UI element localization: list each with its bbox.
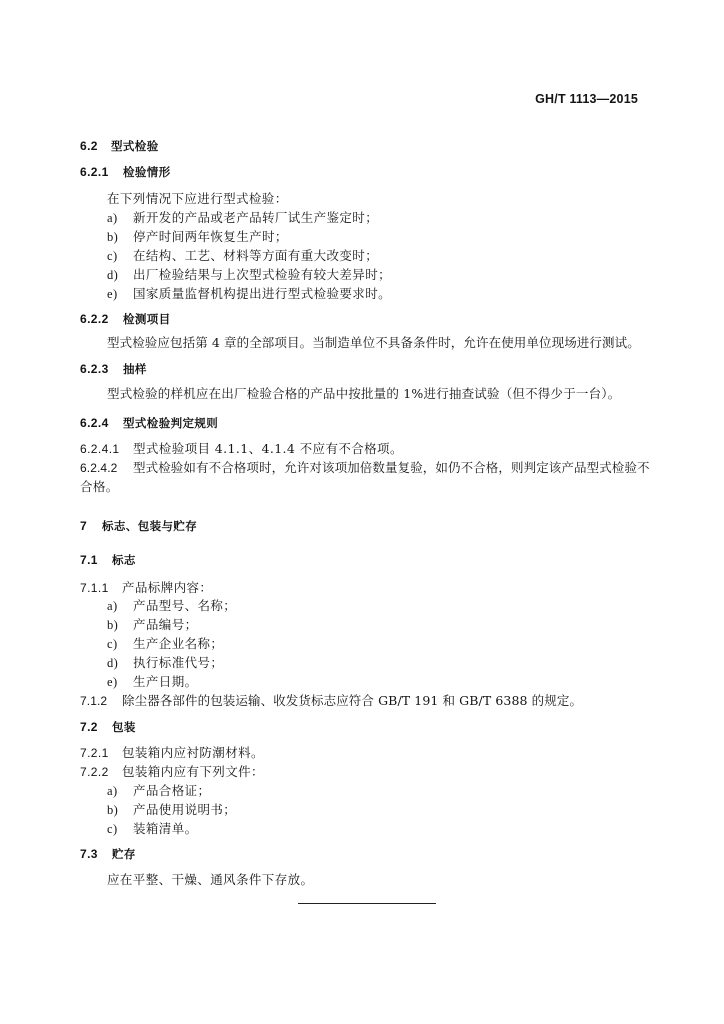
- list-marker: c): [107, 822, 118, 836]
- list-marker: a): [107, 599, 118, 613]
- section-6-2-3-heading: [80, 360, 147, 378]
- section-title: 贮存: [112, 847, 136, 861]
- end-of-document-rule: [298, 903, 436, 904]
- list-marker: c): [107, 637, 118, 651]
- list-item-text: 产品型号、名称；: [133, 598, 237, 613]
- clause-7-1-2: [80, 692, 582, 710]
- clause-6-2-4-2: [80, 459, 650, 477]
- list-item: [107, 635, 223, 653]
- list-marker: b): [107, 803, 119, 817]
- list-marker: c): [107, 249, 118, 263]
- list-marker: d): [107, 656, 119, 670]
- section-6-2-4-heading: [80, 414, 218, 432]
- clause-number: 6.2.4.2: [80, 461, 118, 475]
- clause-text: 包装箱内应有下列文件：: [122, 764, 264, 779]
- list-item: [107, 285, 391, 303]
- list-item-text: 生产企业名称；: [133, 636, 224, 651]
- list-item: [107, 597, 236, 615]
- list-item-text: 装箱清单。: [133, 821, 198, 836]
- clause-number: 6.2.4.1: [80, 442, 120, 456]
- section-6-2-heading: [80, 137, 159, 155]
- list-item-text: 停产时间两年恢复生产时；: [133, 229, 288, 244]
- section-7-3-heading: [80, 845, 136, 863]
- clause-number: 7.2.1: [80, 746, 109, 760]
- list-item-text: 新开发的产品或老产品转厂试生产鉴定时；: [133, 210, 379, 225]
- section-number: 7.3: [80, 847, 98, 861]
- paragraph-6-2-2: 型式检验应包括第 4 章的全部项目。当制造单位不具备条件时，允许在使用单位现场进行测试。: [107, 335, 640, 350]
- clause-text: 包装箱内应衬防潮材料。: [122, 745, 264, 760]
- section-6-2-2-heading: [80, 310, 171, 328]
- chapter-7-heading: [80, 517, 197, 535]
- section-title: 型式检验判定规则: [123, 416, 219, 430]
- list-item-text: 出厂检验结果与上次型式检验有较大差异时；: [133, 267, 392, 282]
- clause-number: 7.1.1: [80, 581, 109, 595]
- section-title: 抽样: [123, 362, 147, 376]
- chapter-number: 7: [80, 519, 88, 533]
- list-item: [107, 228, 288, 246]
- list-item-text: 产品编号；: [133, 617, 198, 632]
- clause-number: 7.2.2: [80, 765, 109, 779]
- section-number: 6.2.2: [80, 312, 109, 326]
- list-item: [107, 673, 198, 691]
- list-item: [107, 654, 223, 672]
- section-title: 型式检验: [111, 139, 159, 153]
- list-item: [107, 266, 391, 284]
- section-number: 6.2.3: [80, 362, 109, 376]
- list-item-text: 产品使用说明书；: [133, 802, 237, 817]
- list-marker: e): [107, 287, 118, 301]
- clause-text: 型式检验如有不合格项时，允许对该项加倍数量复验，如仍不合格，则判定该产品型式检验不: [133, 460, 650, 475]
- list-item: [107, 616, 198, 634]
- paragraph-6-2-3: 型式检验的样机应在出厂检验合格的产品中按批量的 1%进行抽查试验（但不得少于一台）。: [107, 386, 621, 401]
- clause-number: 7.1.2: [80, 694, 108, 708]
- section-number: 7.2: [80, 720, 98, 734]
- list-marker: a): [107, 211, 118, 225]
- section-title: 标志: [112, 553, 136, 567]
- paragraph-6-2-1-intro: 在下列情况下应进行型式检验：: [107, 191, 288, 206]
- section-7-2-heading: [80, 718, 136, 736]
- section-title: 包装: [112, 720, 136, 734]
- clause-text: 除尘器各部件的包装运输、收发货标志应符合 GB/T 191 和 GB/T 6388 的规定。: [122, 693, 583, 708]
- clause-7-1-1: [80, 579, 212, 597]
- section-number: 7.1: [80, 553, 98, 567]
- section-title: 检测项目: [123, 312, 171, 326]
- list-item: [107, 782, 210, 800]
- list-item-text: 在结构、工艺、材料等方面有重大改变时；: [133, 248, 379, 263]
- clause-6-2-4-1: [80, 440, 403, 458]
- list-item-text: 执行标准代号；: [133, 655, 224, 670]
- chapter-title: 标志、包装与贮存: [102, 519, 198, 533]
- list-item-text: 产品合格证；: [133, 783, 211, 798]
- section-title: 检验情形: [123, 165, 171, 179]
- section-7-1-heading: [80, 551, 136, 569]
- paragraph-7-3: 应在平整、干燥、通风条件下存放。: [107, 872, 314, 887]
- list-item-text: 生产日期。: [133, 674, 198, 689]
- section-6-2-1-heading: [80, 163, 171, 181]
- clause-6-2-4-2-continuation: 合格。: [80, 479, 119, 494]
- clause-7-2-1: [80, 744, 264, 762]
- list-item: [107, 247, 378, 265]
- list-marker: b): [107, 618, 119, 632]
- document-number-header: GH/T 1113—2015: [535, 92, 638, 106]
- clause-text: 产品标牌内容：: [122, 580, 213, 595]
- section-number: 6.2.1: [80, 165, 109, 179]
- list-item: [107, 820, 198, 838]
- list-item: [107, 209, 378, 227]
- list-item: [107, 801, 236, 819]
- list-item-text: 国家质量监督机构提出进行型式检验要求时。: [133, 286, 392, 301]
- section-number: 6.2.4: [80, 416, 109, 430]
- section-number: 6.2: [80, 139, 98, 153]
- list-marker: e): [107, 675, 118, 689]
- clause-text: 型式检验项目 4.1.1、4.1.4 不应有不合格项。: [133, 441, 403, 456]
- clause-7-2-2: [80, 763, 264, 781]
- list-marker: b): [107, 230, 119, 244]
- list-marker: d): [107, 268, 119, 282]
- list-marker: a): [107, 784, 118, 798]
